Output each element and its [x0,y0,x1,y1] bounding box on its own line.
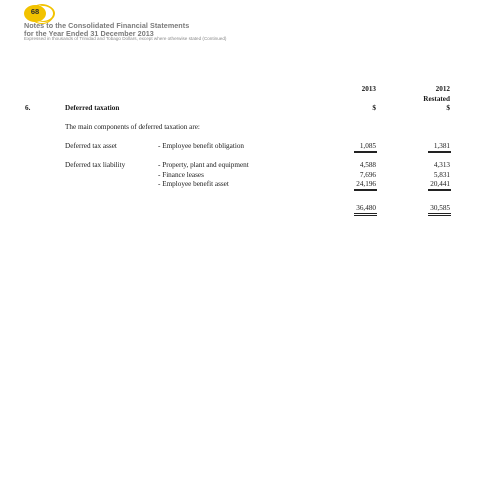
asset-item-desc: - Employee benefit obligation [158,142,245,150]
header-subtitle: Expressed in thousands of Trinidad and Tobago Dollars, except where otherwise stated (Continued) [24,36,227,41]
liability-item-2013: 4,588 [359,161,376,169]
liability-label: Deferred tax liability [65,161,126,169]
total-double-underline-2013-a [354,213,377,214]
asset-item-2012: 1,381 [433,142,450,150]
liability-underline-2013 [354,189,377,191]
header-title-line2: for the Year Ended 31 December 2013 [24,28,154,38]
liability-item-2012: 5,831 [433,171,450,179]
liability-item-desc: - Property, plant and equipment [158,161,249,169]
asset-underline-2012 [428,151,451,153]
total-double-underline-2012-b [428,215,451,216]
asset-underline-2013 [354,151,377,153]
asset-item-2013: 1,085 [359,142,376,150]
total-2012: 30,585 [430,204,450,212]
currency-2013: $ [372,104,376,112]
total-2013: 36,480 [356,204,376,212]
liability-underline-2012 [428,189,451,191]
liability-item-2012: 4,313 [433,161,450,169]
page-number: 68 [30,7,40,16]
liability-item-2013: 7,696 [359,171,376,179]
column-year-2012: 2012 [435,85,450,93]
note-intro: The main components of deferred taxation are: [65,123,200,131]
total-double-underline-2013-b [354,215,377,216]
header-title-line1: Notes to the Consolidated Financial Statements [24,21,190,30]
asset-label: Deferred tax asset [65,142,117,150]
liability-item-desc: - Employee benefit asset [158,180,229,188]
currency-2012: $ [446,104,450,112]
column-restated-label: Restated [423,95,450,103]
total-double-underline-2012-a [428,213,451,214]
liability-item-2012: 20,441 [430,180,450,188]
liability-item-desc: - Finance leases [158,171,204,179]
column-year-2013: 2013 [361,85,376,93]
note-title: Deferred taxation [65,104,120,112]
note-number: 6. [25,104,31,112]
liability-item-2013: 24,196 [356,180,376,188]
